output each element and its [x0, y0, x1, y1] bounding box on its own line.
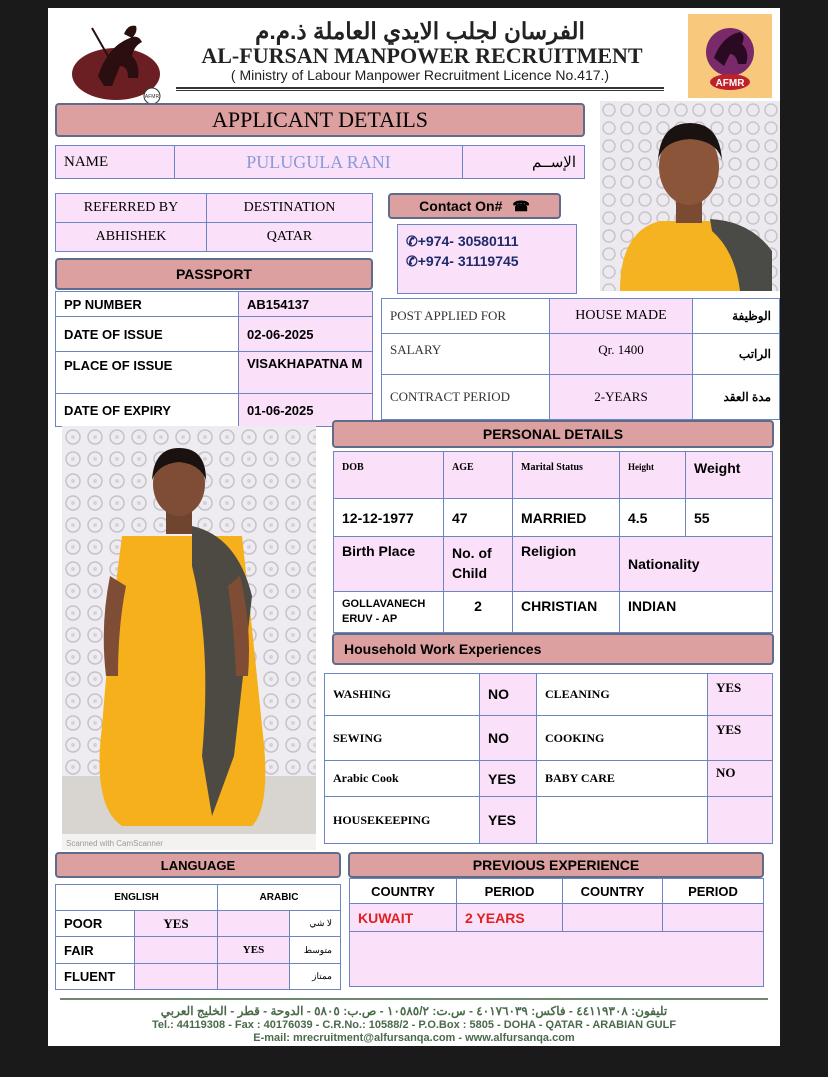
footer-rule	[60, 998, 768, 1000]
referred-by-value: ABHISHEK	[55, 222, 207, 252]
date-of-expiry-value: 01-06-2025	[238, 393, 373, 427]
household-title: Household Work Experiences	[332, 633, 774, 665]
washing-value: NO	[479, 673, 537, 716]
washing-label: WASHING	[324, 673, 480, 716]
arabic-header: ARABIC	[217, 884, 341, 911]
name-label-arabic: الإســم	[462, 145, 585, 179]
prev-period-header-1: PERIOD	[456, 878, 563, 904]
prev-country-header-2: COUNTRY	[562, 878, 663, 904]
poor-label: POOR	[55, 910, 135, 937]
phone-icon: ☎	[512, 197, 530, 214]
header-rule	[176, 87, 664, 91]
afmr-badge-text: AFMR	[715, 78, 745, 89]
application-form	[48, 8, 780, 1046]
place-of-issue-label: PLACE OF ISSUE	[55, 351, 239, 394]
name-label: NAME	[55, 145, 175, 179]
date-of-expiry-label: DATE OF EXPIRY	[55, 393, 239, 427]
pp-number-label: PP NUMBER	[55, 291, 239, 317]
baby-care-value: NO	[707, 760, 773, 797]
marital-status-value: MARRIED	[512, 498, 620, 537]
prev-period-header-2: PERIOD	[662, 878, 764, 904]
cleaning-label: CLEANING	[536, 673, 708, 716]
salary-value: Qr. 1400	[549, 333, 693, 375]
housekeeping-label: HOUSEKEEPING	[324, 796, 480, 844]
horse-rider-logo-icon	[68, 16, 168, 104]
fair-label-arabic: متوسط	[289, 936, 341, 964]
phone-2[interactable]: ✆+974- 31119745	[406, 253, 519, 269]
prev-period-1: 2 YEARS	[456, 903, 563, 932]
fluent-label: FLUENT	[55, 963, 135, 990]
licence-text: ( Ministry of Labour Manpower Recruitment Licence No.417.)	[230, 67, 610, 83]
fluent-label-arabic: ممتاز	[289, 963, 341, 990]
sewing-label: SEWING	[324, 715, 480, 761]
prev-period-2	[662, 903, 764, 932]
poor-label-arabic: لا شي	[289, 910, 341, 937]
post-applied-label: POST APPLIED FOR	[381, 298, 550, 334]
weight-header: Weight	[685, 451, 773, 499]
housekeeping-value: YES	[479, 796, 537, 844]
fluent-arabic	[217, 963, 290, 990]
destination-label: DESTINATION	[206, 193, 373, 223]
company-name: AL-FURSAN MANPOWER RECRUITMENT	[201, 43, 643, 68]
religion-value: CHRISTIAN	[512, 591, 620, 633]
pp-number-value: AB154137	[238, 291, 373, 317]
birth-place-header: Birth Place	[333, 536, 444, 592]
contact-box	[397, 224, 577, 294]
children-header: No. of Child	[443, 536, 513, 592]
applicant-details-title: APPLICANT DETAILS	[55, 103, 585, 137]
religion-header: Religion	[512, 536, 620, 592]
nationality-value: INDIAN	[619, 591, 773, 633]
empty-task-label	[536, 796, 708, 844]
prev-country-1: KUWAIT	[349, 903, 457, 932]
header-arabic-name: الفرسان لجلب الايدي العاملة ذ.م.م	[255, 18, 585, 44]
age-value: 47	[443, 498, 513, 537]
height-value: 4.5	[619, 498, 686, 537]
afmr-logo-icon	[688, 14, 772, 98]
date-of-issue-label: DATE OF ISSUE	[55, 316, 239, 352]
destination-value: QATAR	[206, 222, 373, 252]
baby-care-label: BABY CARE	[536, 760, 708, 797]
prev-country-2	[562, 903, 663, 932]
empty-task-value	[707, 796, 773, 844]
fair-label: FAIR	[55, 936, 135, 964]
personal-details-title: PERSONAL DETAILS	[332, 420, 774, 448]
fluent-english	[134, 963, 218, 990]
previous-experience-title: PREVIOUS EXPERIENCE	[348, 852, 764, 878]
applicant-headshot	[600, 101, 780, 291]
prev-country-header-1: COUNTRY	[349, 878, 457, 904]
arabic-cook-value: YES	[479, 760, 537, 797]
afmr-badge	[688, 14, 772, 98]
arabic-cook-label: Arabic Cook	[324, 760, 480, 797]
contract-period-label: CONTRACT PERIOD	[381, 374, 550, 420]
place-of-issue-value: VISAKHAPATNA M	[238, 351, 373, 394]
scanner-watermark: Scanned with CamScanner	[66, 839, 163, 848]
post-applied-value: HOUSE MADE	[549, 298, 693, 334]
contract-period-label-arabic: مدة العقد	[692, 374, 780, 420]
sewing-value: NO	[479, 715, 537, 761]
dob-header: DOB	[333, 451, 444, 499]
age-header: AGE	[443, 451, 513, 499]
birth-place-value: GOLLAVANECH ERUV - AP	[333, 591, 444, 633]
passport-title: PASSPORT	[55, 258, 373, 290]
nationality-header: Nationality	[619, 536, 773, 592]
dob-value: 12-12-1977	[333, 498, 444, 537]
cooking-value: YES	[707, 715, 773, 761]
date-of-issue-value: 02-06-2025	[238, 316, 373, 352]
contact-title	[388, 193, 561, 219]
referred-by-label: REFERRED BY	[55, 193, 207, 223]
prev-experience-blank	[349, 931, 764, 987]
marital-status-header: Marital Status	[512, 451, 620, 499]
company-logo	[68, 16, 168, 104]
weight-value: 55	[685, 498, 773, 537]
cooking-label: COOKING	[536, 715, 708, 761]
height-header: Height	[619, 451, 686, 499]
footer-line-1: Tel.: 44119308 - Fax : 40176039 - C.R.No.: 10588/2 - P.O.Box : 5805 - DOHA - QATAR - ARABIAN GULF	[151, 1019, 677, 1031]
contact-title-label: Contact On#	[419, 198, 503, 214]
language-title: LANGUAGE	[55, 852, 341, 878]
footer-arabic: تليفون: ٤٤١١٩٣٠٨ - فاكس: ٤٠١٧٦٠٣٩ - س.ت: ١٠٥٨٥/٢ - ص.ب: ٥٨٠٥ - الدوحة - قطر - الخليج العربي	[160, 1004, 668, 1018]
name-value: PULUGULA RANI	[174, 145, 463, 179]
fair-arabic: YES	[217, 936, 290, 964]
poor-english: YES	[134, 910, 218, 937]
post-applied-label-arabic: الوظيفة	[692, 298, 780, 334]
salary-label: SALARY	[381, 333, 550, 375]
children-value: 2	[443, 591, 513, 633]
poor-arabic	[217, 910, 290, 937]
applicant-full-photo	[62, 426, 316, 850]
small-logo-text: AFMR	[144, 94, 160, 100]
footer-line-2[interactable]: E-mail: mrecruitment@alfursanqa.com - www.alfursanqa.com	[253, 1032, 575, 1044]
salary-label-arabic: الراتب	[692, 333, 780, 375]
fair-english	[134, 936, 218, 964]
english-header: ENGLISH	[55, 884, 218, 911]
cleaning-value: YES	[707, 673, 773, 716]
contract-period-value: 2-YEARS	[549, 374, 693, 420]
phone-1[interactable]: ✆+974- 30580111	[406, 233, 519, 249]
